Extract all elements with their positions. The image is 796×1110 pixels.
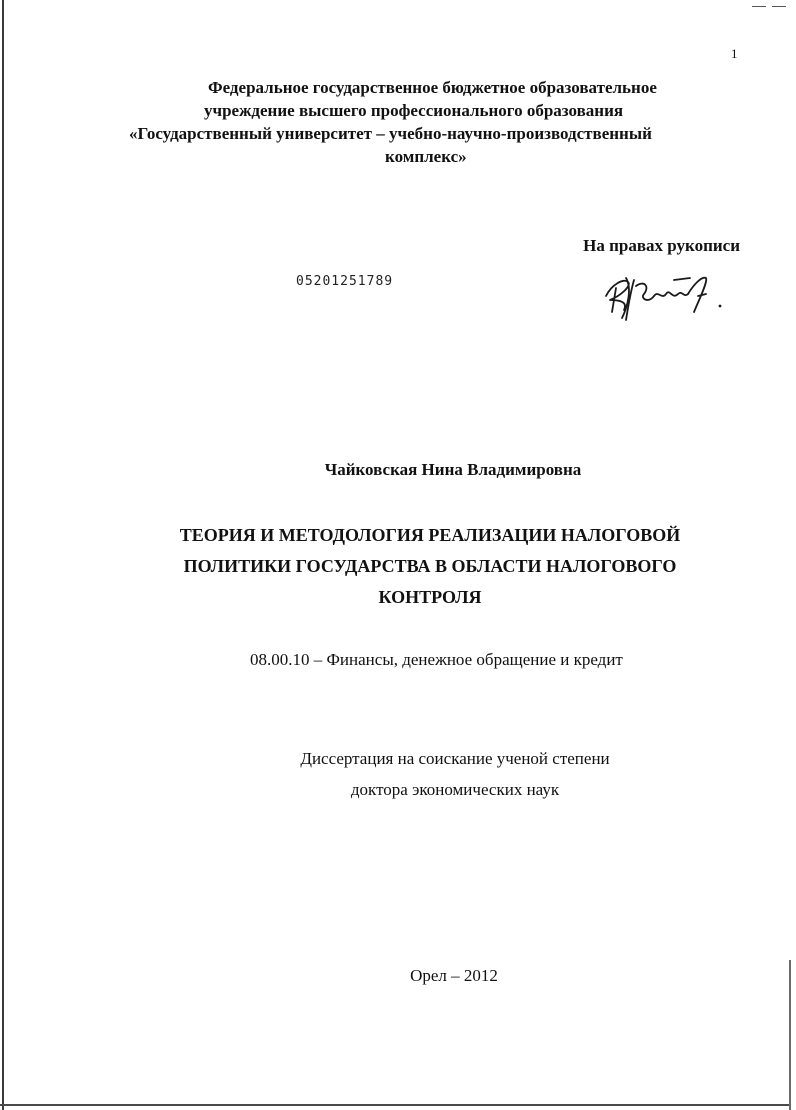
specialty-code: 08.00.10 – Финансы, денежное обращение и кредит bbox=[250, 650, 623, 669]
scan-artifact-dash bbox=[772, 6, 786, 7]
author-name: Чайковская Нина Владимировна bbox=[324, 460, 582, 479]
institution-line-1: Федеральное государственное бюджетное образовательное bbox=[208, 78, 657, 97]
title-line-3: КОНТРОЛЯ bbox=[378, 587, 482, 607]
dissertation-title bbox=[150, 520, 710, 613]
degree-line-2: доктора экономических наук bbox=[350, 780, 560, 799]
title-line-1: ТЕОРИЯ И МЕТОДОЛОГИЯ РЕАЛИЗАЦИИ НАЛОГОВОЙ bbox=[179, 525, 681, 545]
scan-artifact-dash bbox=[752, 6, 766, 7]
institution-line-2: учреждение высшего профессионального образования bbox=[204, 101, 624, 120]
degree-statement bbox=[200, 743, 710, 805]
page-number: 1 bbox=[731, 46, 738, 61]
institution-line-3: «Государственный университет – учебно-научно-производственный bbox=[129, 124, 652, 143]
signature bbox=[598, 266, 728, 326]
institution-line-4: комплекс» bbox=[385, 147, 467, 166]
manuscript-note: На правах рукописи bbox=[583, 236, 740, 255]
stamp-number: 05201251789 bbox=[296, 274, 394, 289]
scan-edge-left bbox=[2, 0, 4, 1110]
title-line-2: ПОЛИТИКИ ГОСУДАРСТВА В ОБЛАСТИ НАЛОГОВОГО bbox=[183, 556, 677, 576]
degree-line-1: Диссертация на соискание ученой степени bbox=[300, 749, 610, 768]
city-year: Орел – 2012 bbox=[410, 966, 498, 985]
scan-edge-right bbox=[789, 960, 791, 1110]
institution-header bbox=[120, 76, 720, 168]
scan-edge-bottom bbox=[0, 1104, 790, 1106]
